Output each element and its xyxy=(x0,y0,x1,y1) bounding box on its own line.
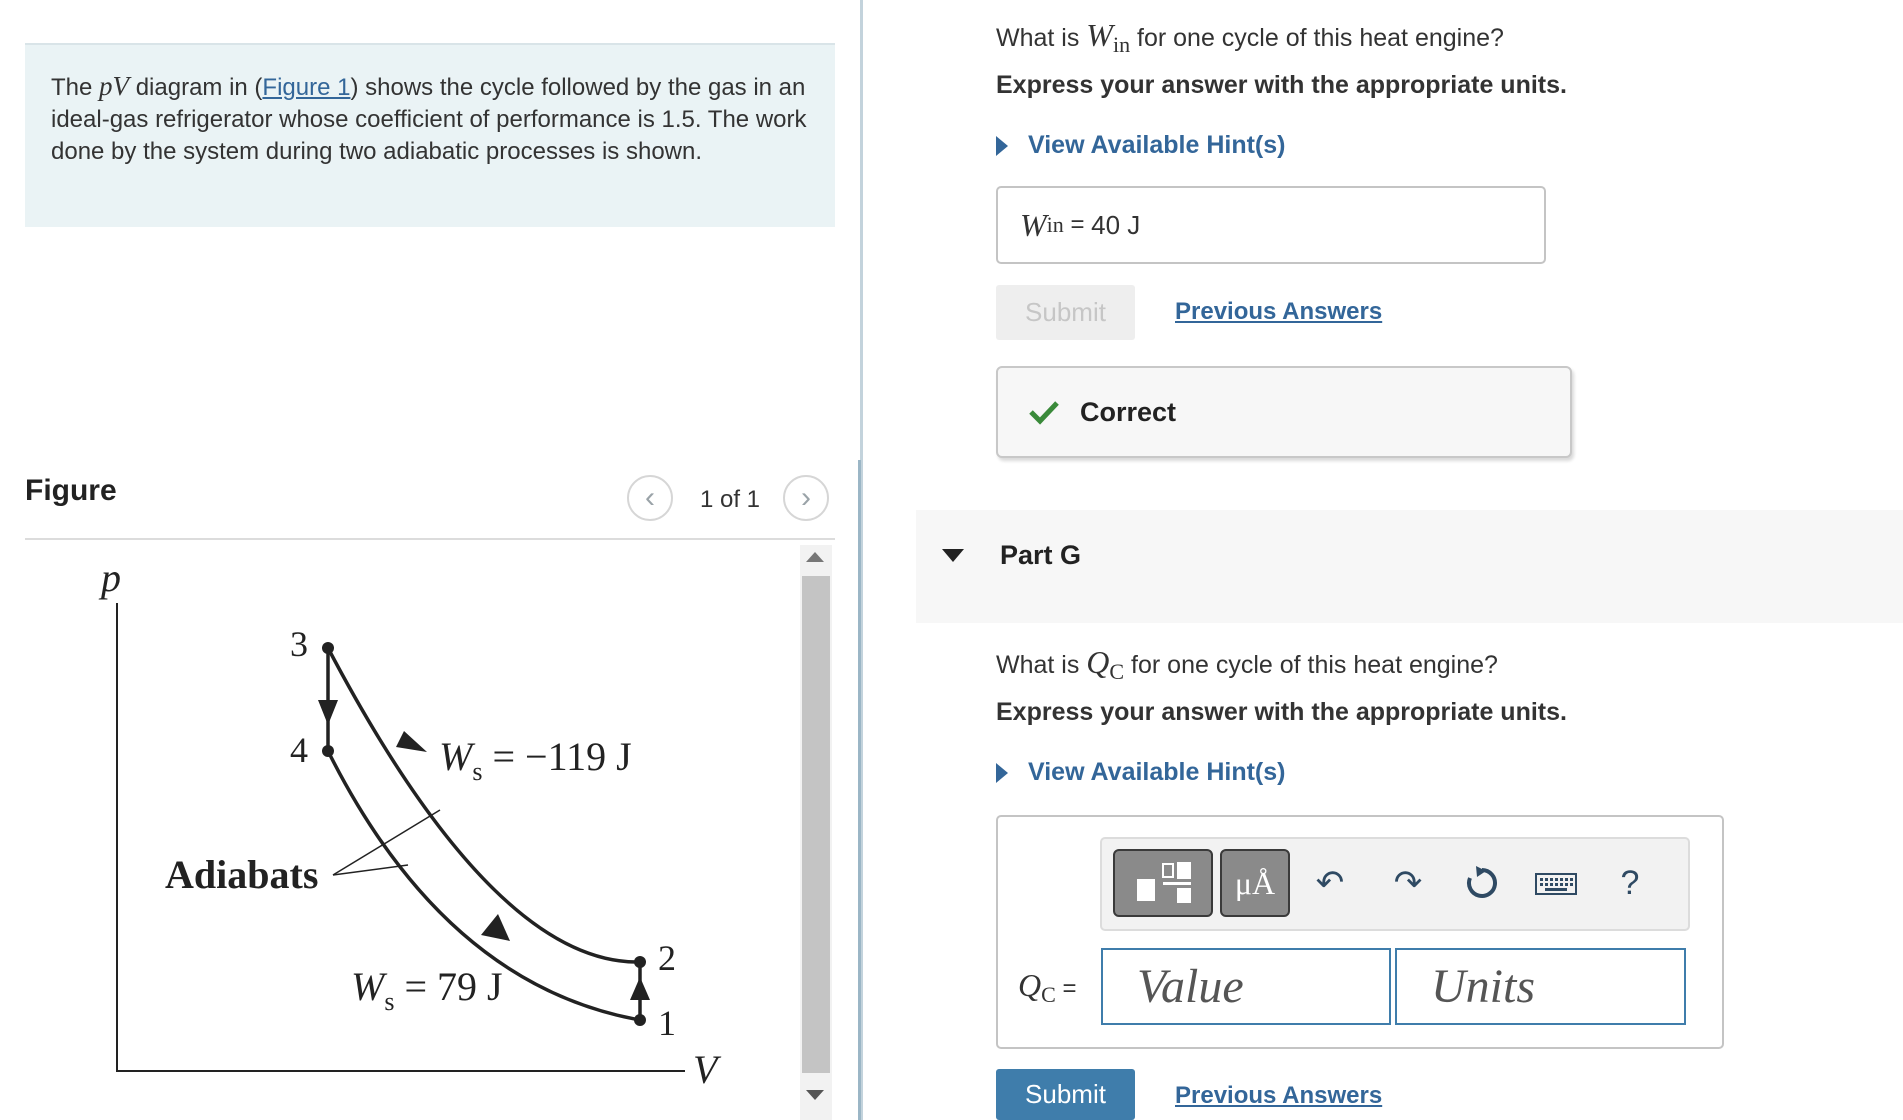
part-f-answer-display: W in = 40 J xyxy=(996,186,1546,264)
part-f-hint-toggle[interactable]: View Available Hint(s) xyxy=(996,131,1285,160)
figure-heading: Figure xyxy=(25,474,117,507)
part-f-feedback xyxy=(996,366,1572,458)
part-f-question: What is $W_{in}$ for one cycle of this heat engine? xyxy=(996,17,1504,57)
keyboard-icon[interactable] xyxy=(1532,869,1580,899)
chevron-left-icon: ‹ xyxy=(645,481,655,514)
units-input[interactable] xyxy=(1395,948,1686,1025)
part-f-answer-value: 40 J xyxy=(1091,209,1141,240)
redo-icon[interactable]: ↷ xyxy=(1393,864,1423,902)
part-g-title[interactable]: Part G xyxy=(1000,540,1082,570)
pane-divider-handle[interactable] xyxy=(858,460,861,1120)
scroll-up-arrow-icon[interactable] xyxy=(806,552,824,562)
part-g-previous-answers-link[interactable]: Previous Answers xyxy=(1175,1082,1383,1109)
part-g-question: What is $Q_C$ for one cycle of this heat engine? xyxy=(996,644,1498,684)
pv-diagram xyxy=(25,545,795,1120)
point-label-2: 2 xyxy=(658,938,676,978)
caret-down-icon[interactable] xyxy=(942,549,964,562)
arrow-2-to-3 xyxy=(396,731,427,752)
figure-link[interactable]: Figure 1 xyxy=(262,74,351,101)
fraction-templates-icon xyxy=(1131,859,1195,907)
figure-divider xyxy=(25,538,835,540)
units-button[interactable]: μÅ xyxy=(1220,849,1290,917)
qc-input-label: $Q_C$ = xyxy=(1018,967,1077,1007)
arrow-4-to-1 xyxy=(481,914,510,941)
axis-label-p: p xyxy=(101,555,121,600)
work-label-upper: $W_s = -119$ J xyxy=(439,734,632,786)
point-2 xyxy=(634,956,646,968)
part-g-instruction: Express your answer with the appropriate units. xyxy=(996,698,1567,726)
axis-label-v: V xyxy=(693,1047,718,1092)
correct-label: Correct xyxy=(1080,396,1177,427)
part-f-previous-answers-link[interactable]: Previous Answers xyxy=(1175,298,1383,325)
adiabats-pointer-upper xyxy=(333,810,440,875)
point-4 xyxy=(322,745,334,757)
adiabats-label: Adiabats xyxy=(165,852,319,897)
scroll-down-arrow-icon[interactable] xyxy=(806,1090,824,1100)
part-g-hint-toggle[interactable]: View Available Hint(s) xyxy=(996,758,1285,787)
caret-right-icon xyxy=(996,136,1008,156)
point-label-3: 3 xyxy=(290,624,308,664)
point-label-1: 1 xyxy=(658,1003,676,1043)
arrow-3-to-4 xyxy=(318,700,338,725)
chevron-right-icon: › xyxy=(801,481,811,514)
figure-prev-button[interactable] xyxy=(627,475,673,521)
adiabat-upper xyxy=(328,648,640,962)
templates-button[interactable] xyxy=(1113,849,1213,917)
caret-right-icon xyxy=(996,763,1008,783)
figure-next-button[interactable] xyxy=(783,475,829,521)
checkmark-icon xyxy=(1028,399,1060,425)
adiabats-pointer-lower xyxy=(333,865,408,875)
arrow-1-to-2 xyxy=(630,977,650,1000)
part-f-instruction: Express your answer with the appropriate units. xyxy=(996,71,1567,99)
help-button[interactable]: ? xyxy=(1620,863,1640,902)
part-f-submit-button[interactable]: Submit xyxy=(996,285,1135,340)
part-g-submit-button[interactable]: Submit xyxy=(996,1069,1135,1120)
point-1 xyxy=(634,1014,646,1026)
work-label-lower: $W_s = 79$ J xyxy=(351,964,503,1016)
point-3 xyxy=(322,642,334,654)
undo-icon[interactable]: ↶ xyxy=(1315,864,1345,902)
figure-counter: 1 of 1 xyxy=(699,486,761,513)
problem-statement: The pV diagram in (Figure 1) shows the cycle followed by the gas in an ideal-gas refrigerator whose coefficient of performance is 1.5. The work done by the system during two adiabatic processes is shown. xyxy=(51,71,807,165)
point-label-4: 4 xyxy=(290,730,308,770)
value-input[interactable] xyxy=(1101,948,1391,1025)
pv-symbol: pV xyxy=(99,71,130,101)
reset-icon[interactable] xyxy=(1460,861,1504,905)
figure-scrollbar-thumb[interactable] xyxy=(802,576,830,1073)
